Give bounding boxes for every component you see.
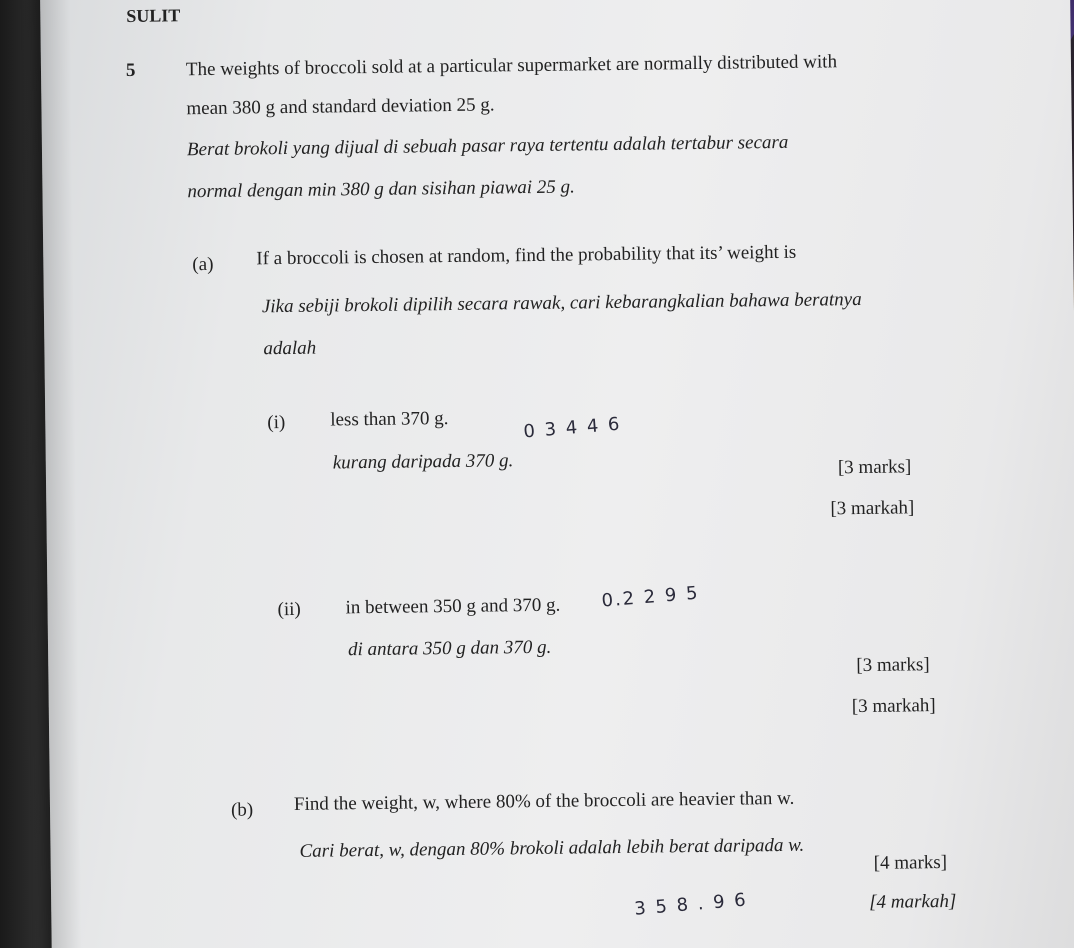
part-b-handwritten-answer: 3 5 8 . 9 6 — [633, 889, 749, 920]
part-b-marks-my: [4 markah] — [869, 890, 957, 913]
question-stem-my-line1: Berat brokoli yang dijual di sebuah pasar raya tertentu adalah tertabur secara — [186, 131, 789, 161]
header-label: SULIT — [126, 5, 181, 26]
part-b-marks-en: [4 marks] — [873, 851, 948, 874]
exam-paper — [40, 0, 1074, 948]
part-a-i-label: (i) — [267, 412, 286, 434]
part-b-text-en: Find the weight, w, where 80% of the broccoli are heavier than w. — [293, 787, 795, 815]
part-a-label: (a) — [192, 253, 214, 276]
question-stem-en-line1: The weights of broccoli sold at a particular supermarket are normally distributed with — [185, 51, 838, 81]
part-a-text-en: If a broccoli is chosen at random, find the probability that its’ weight is — [256, 241, 797, 270]
part-a-ii-handwritten-answer: 0.2 2 9 5 — [600, 582, 701, 612]
part-a-ii-marks-en: [3 marks] — [856, 654, 930, 677]
part-a-ii-marks-my: [3 markah] — [851, 695, 936, 718]
part-a-ii-text-my: di antara 350 g dan 370 g. — [347, 636, 552, 661]
paper-shadow — [40, 0, 82, 948]
question-number: 5 — [125, 59, 136, 81]
part-a-i-marks-my: [3 markah] — [830, 497, 915, 520]
part-a-i-marks-en: [3 marks] — [837, 456, 912, 479]
part-a-ii-label: (ii) — [277, 598, 301, 621]
part-b-text-my: Cari berat, w, dengan 80% brokoli adalah lebih berat daripada w. — [299, 834, 805, 862]
part-a-i-text-my: kurang daripada 370 g. — [332, 450, 514, 474]
question-stem-my-line2: normal dengan min 380 g dan sisihan piawai 25 g. — [187, 176, 575, 203]
part-b-label: (b) — [230, 799, 254, 821]
question-stem-en-line2: mean 380 g and standard deviation 25 g. — [186, 94, 495, 120]
part-a-ii-text-en: in between 350 g and 370 g. — [345, 594, 561, 619]
part-a-text-my-line2: adalah — [263, 337, 317, 360]
part-a-i-text-en: less than 370 g. — [330, 408, 449, 431]
part-a-text-my-line1: Jika sebiji brokoli dipilih secara rawak, cari kebarangkalian bahawa beratnya — [261, 288, 862, 318]
part-a-i-handwritten-answer: 0 3 4 4 6 — [522, 413, 623, 443]
